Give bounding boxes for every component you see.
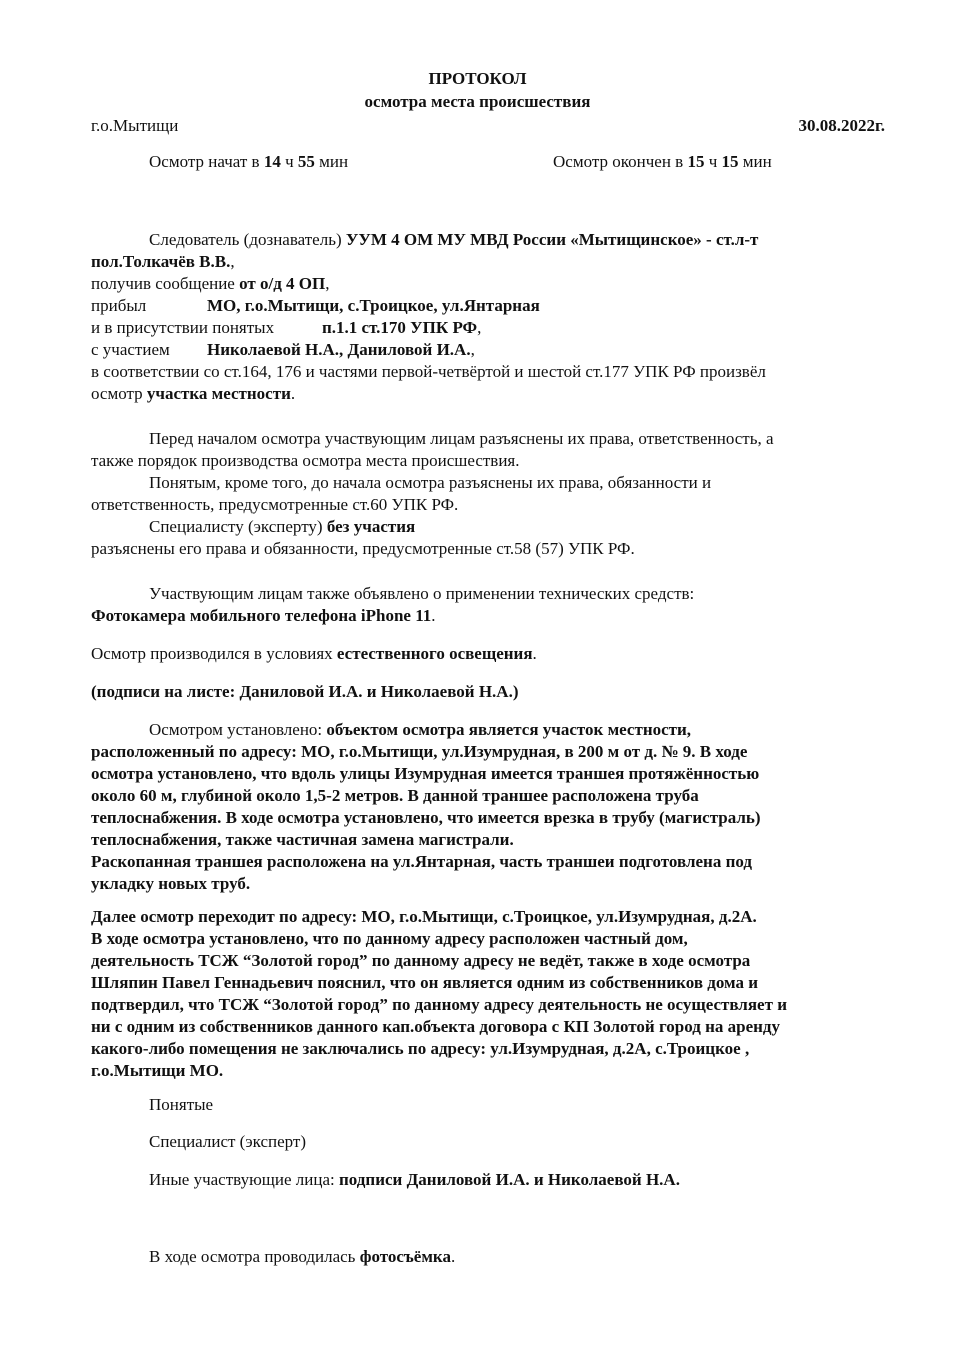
rights-line-1: Перед началом осмотра участвующим лицам разъяснены их права, ответственность, а [149,429,774,448]
start-time: Осмотр начат в 14 ч 55 мин [149,152,349,171]
findings-line-6: теплоснабжения, также частичная замена магистрали. [91,830,514,849]
photo-line: В ходе осмотра проводилась фотосъёмка. [149,1247,456,1266]
findings-line-3: осмотра установлено, что вдоль улицы Изумрудная имеется траншея протяжённостью [91,764,760,783]
tech-line-2: Фотокамера мобильного телефона iPhone 11. [91,606,436,625]
witnesses-basis: п.1.1 ст.170 УПК РФ, [322,318,482,337]
signatures-note: (подписи на листе: Даниловой И.А. и Николаевой Н.А.) [91,682,519,701]
second-line-6: ни с одним из собственников данного кап.объекта договора с КП Золотой город на аренду [91,1017,781,1036]
second-line-5: подтвердил, что ТСЖ “Золотой город” по данному адресу деятельность не осуществляет и [91,995,787,1014]
arrival-line: прибыл [91,296,147,315]
findings-line-8: укладку новых труб. [91,874,251,893]
date: 30.08.2022г. [798,116,885,135]
findings-line-1: Осмотром установлено: объектом осмотра является участок местности, [149,720,692,739]
second-line-2: В ходе осмотра установлено, что по данному адресу расположен частный дом, [91,929,688,948]
city: г.о.Мытищи [91,116,179,135]
rights-line-4: ответственность, предусмотренные ст.60 УПК РФ. [91,495,459,514]
investigator-line: Следователь (дознаватель) УУМ 4 ОМ МУ МВД России «Мытищинское» - ст.л-т [149,230,759,249]
object-line: осмотр участка местности. [91,384,296,403]
other-participants: Иные участвующие лица: подписи Даниловой И.А. и Николаевой Н.А. [149,1170,680,1189]
message-source: получив сообщение от о/д 4 ОП, [91,274,330,293]
rights-line-6: разъяснены его права и обязанности, предусмотренные ст.58 (57) УПК РФ. [91,539,635,558]
participants-names: Николаевой Н.А., Даниловой И.А., [207,340,475,359]
second-line-8: г.о.Мытищи МО. [91,1061,224,1080]
rights-line-2: также порядок производства осмотра места происшествия. [91,451,520,470]
findings-line-4: около 60 м, глубиной около 1,5-2 метров. В данной траншее расположена труба [91,786,699,805]
specialist-label: Специалист (эксперт) [149,1132,307,1151]
investigator-name: пол.Толкачёв В.В., [91,252,235,271]
second-line-4: Шляпин Павел Геннадьевич пояснил, что он является одним из собственников дома и [91,973,759,992]
second-line-1: Далее осмотр переходит по адресу: МО, г.о.Мытищи, с.Троицкое, ул.Изумрудная, д.2А. [91,907,757,926]
findings-line-2: расположенный по адресу: МО, г.о.Мытищи, ул.Изумрудная, в 200 м от д. № 9. В ходе [91,742,748,761]
second-line-3: деятельность ТСЖ “Золотой город” по данному адресу не ведёт, также в ходе осмотра [91,951,751,970]
witnesses-label: Понятые [149,1095,214,1114]
lighting-line: Осмотр производился в условиях естественного освещения. [91,644,537,663]
specialist-line: Специалисту (эксперту) без участия [149,517,416,536]
end-time: Осмотр окончен в 15 ч 15 мин [553,152,772,171]
witnesses-line: и в присутствии понятых [91,318,275,337]
second-line-7: какого-либо помещения не заключались по адресу: ул.Изумрудная, д.2А, с.Троицкое , [91,1039,750,1058]
findings-line-5: теплоснабжения. В ходе осмотра установлено, что имеется врезка в трубу (магистраль) [91,808,761,827]
page-title: ПРОТОКОЛ [428,69,527,88]
legal-basis: в соответствии со ст.164, 176 и частями первой-четвёртой и шестой ст.177 УПК РФ произвёл [91,362,766,381]
tech-line-1: Участвующим лицам также объявлено о применении технических средств: [149,584,695,603]
page-subtitle: осмотра места происшествия [364,92,591,111]
rights-line-3: Понятым, кроме того, до начала осмотра разъяснены их права, обязанности и [149,473,712,492]
findings-line-7: Раскопанная траншея расположена на ул.Янтарная, часть траншеи подготовлена под [91,852,752,871]
arrival-address: МО, г.о.Мытищи, с.Троицкое, ул.Янтарная [207,296,540,315]
participants-line: с участием [91,340,170,359]
